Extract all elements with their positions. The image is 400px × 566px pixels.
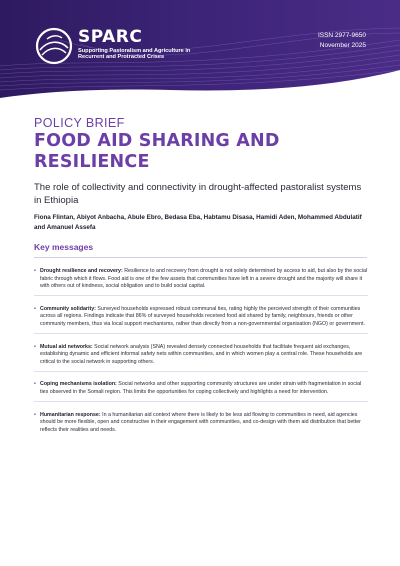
bullet-icon: • xyxy=(34,268,36,274)
message-divider xyxy=(34,401,368,402)
key-message-text: Social network analysis (SNA) revealed densely connected households that facilitate frequent aid exchanges, establishing dynamic and efficient informal safety nets within communities, and in which women play a central role. These households are critical to the social network in supporting others. xyxy=(40,343,363,365)
key-messages-list xyxy=(34,268,368,444)
key-message-title: Coping mechanisms isolation: xyxy=(40,381,119,388)
author-list: Fiona Flintan, Abiyot Anbacha, Abule Ebro, Bedasa Eba, Habtamu Disasa, Hamidi Aden, Mohammed Abdulatif and Amanuel Assefa xyxy=(34,214,362,231)
issn-number: ISSN 2977-9650 xyxy=(317,32,366,39)
page-title: FOOD AID SHARING AND RESILIENCE xyxy=(34,131,280,172)
publication-date: November 2025 xyxy=(319,42,366,49)
key-message-item xyxy=(34,344,368,372)
bullet-icon: • xyxy=(34,381,36,388)
key-message-text: Social networks and other supporting community structures are under strain with fragmentation in social ties observed in the Somali region. This limits the opportunities for coping collectively and highlights a need for intervention. xyxy=(40,381,362,395)
message-divider xyxy=(34,371,368,372)
bullet-icon: • xyxy=(34,305,36,312)
bullet-icon: • xyxy=(34,411,36,418)
subtitle: The role of collectivity and connectivity in drought-affected pastoralist systems in Ethiopia xyxy=(34,182,362,206)
header-banner xyxy=(0,0,400,104)
key-message-title: Humanitarian response: xyxy=(40,411,103,418)
key-message-item xyxy=(34,306,368,334)
section-divider xyxy=(34,257,367,258)
message-divider xyxy=(34,295,368,296)
key-message-title: Mutual aid networks: xyxy=(40,343,95,350)
key-message-text: Resilience to and recovery from drought is not solely determined by access to aid, but also by the social fabric through which it flows. Food aid is one of the few assets that communities have left in a severe drought and the majority will share it with others out of kindness, social obligation and to build social capital. xyxy=(40,268,368,290)
key-message-item xyxy=(34,268,368,296)
key-message-text: In a humanitarian aid context where there is likely to be less aid flowing to communities in need, aid agencies should be more flexible, open and constructive in their engagement with communities, and co-design with them aid distribution that better reflects their realities and needs. xyxy=(40,411,361,433)
key-message-title: Community solidarity: xyxy=(40,305,98,312)
key-messages-heading: Key messages xyxy=(34,242,94,252)
key-message-item xyxy=(34,412,368,435)
message-divider xyxy=(34,333,368,334)
document-type: POLICY BRIEF xyxy=(34,116,125,130)
logo-tagline: Supporting Pastoralism and Agriculture in Recurrent and Protracted Crises xyxy=(78,48,191,61)
sparc-logo xyxy=(34,26,204,86)
logo-wordmark: SPARC xyxy=(78,27,143,47)
key-message-item xyxy=(34,381,368,402)
publication-meta xyxy=(318,31,366,51)
sparc-logo-icon xyxy=(34,26,74,66)
key-message-title: Drought resilience and recovery: xyxy=(40,268,125,274)
bullet-icon: • xyxy=(34,343,36,350)
key-message-text: Surveyed households expressed robust communal ties, rating highly the perceived strength of their communities across all regions. Findings indicate that 86% of surveyed households received food aid shared by family, neighbours, friends or other community members, thus via local support mechanisms, rather than directly from a non-governmental organisation (NGO) or government. xyxy=(40,305,366,327)
